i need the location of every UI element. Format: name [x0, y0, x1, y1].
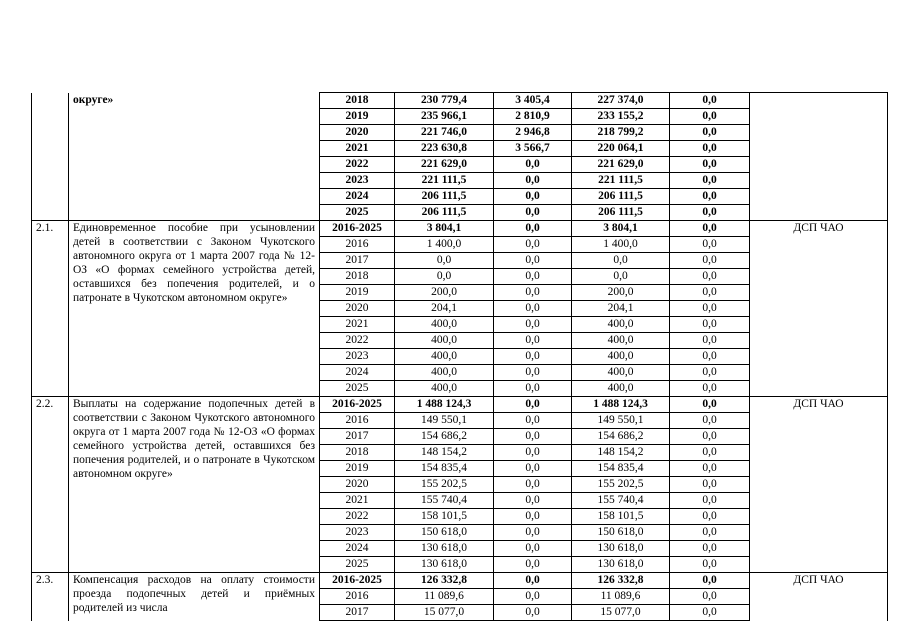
year-cell: 2017 — [320, 605, 395, 621]
other-funds-cell: 0,0 — [670, 269, 750, 285]
year-cell: 2016-2025 — [320, 573, 395, 589]
year-cell: 2025 — [320, 557, 395, 573]
regional-funds-cell: 206 111,5 — [572, 189, 670, 205]
federal-funds-cell: 0,0 — [494, 317, 572, 333]
year-cell: 2024 — [320, 189, 395, 205]
regional-funds-cell: 130 618,0 — [572, 541, 670, 557]
year-cell: 2022 — [320, 333, 395, 349]
year-cell: 2019 — [320, 109, 395, 125]
item-description: Выплаты на содержание подопечных детей в соответствии с Законом Чукотского автономного округа от 1 марта 2007 года № 12-ОЗ «О формах семейного устройства детей, оставшихся без попечения родителей, и о патронате в Чукотском автономном округе» — [69, 397, 320, 573]
other-funds-cell: 0,0 — [670, 365, 750, 381]
federal-funds-cell: 0,0 — [494, 301, 572, 317]
federal-funds-cell: 0,0 — [494, 413, 572, 429]
total-cell: 130 618,0 — [395, 557, 494, 573]
regional-funds-cell: 221 111,5 — [572, 173, 670, 189]
year-cell: 2018 — [320, 445, 395, 461]
other-funds-cell: 0,0 — [670, 173, 750, 189]
total-cell: 221 111,5 — [395, 173, 494, 189]
table-row — [32, 93, 888, 109]
regional-funds-cell: 0,0 — [572, 253, 670, 269]
regional-funds-cell: 154 686,2 — [572, 429, 670, 445]
year-cell: 2016-2025 — [320, 397, 395, 413]
other-funds-cell: 0,0 — [670, 541, 750, 557]
total-cell: 11 089,6 — [395, 589, 494, 605]
other-funds-cell: 0,0 — [670, 221, 750, 237]
federal-funds-cell: 0,0 — [494, 509, 572, 525]
other-funds-cell: 0,0 — [670, 189, 750, 205]
year-cell: 2025 — [320, 381, 395, 397]
federal-funds-cell: 0,0 — [494, 541, 572, 557]
total-cell: 206 111,5 — [395, 205, 494, 221]
other-funds-cell: 0,0 — [670, 589, 750, 605]
federal-funds-cell: 3 405,4 — [494, 93, 572, 109]
regional-funds-cell: 221 629,0 — [572, 157, 670, 173]
federal-funds-cell: 0,0 — [494, 349, 572, 365]
other-funds-cell: 0,0 — [670, 349, 750, 365]
total-cell: 221 629,0 — [395, 157, 494, 173]
year-cell: 2020 — [320, 125, 395, 141]
regional-funds-cell: 400,0 — [572, 349, 670, 365]
year-cell: 2024 — [320, 365, 395, 381]
item-number: 2.1. — [32, 221, 69, 397]
other-funds-cell: 0,0 — [670, 557, 750, 573]
year-cell: 2023 — [320, 525, 395, 541]
regional-funds-cell: 220 064,1 — [572, 141, 670, 157]
federal-funds-cell: 0,0 — [494, 157, 572, 173]
responsible-executor: ДСП ЧАО — [750, 221, 888, 397]
federal-funds-cell: 0,0 — [494, 589, 572, 605]
regional-funds-cell: 218 799,2 — [572, 125, 670, 141]
other-funds-cell: 0,0 — [670, 509, 750, 525]
regional-funds-cell: 233 155,2 — [572, 109, 670, 125]
year-cell: 2024 — [320, 541, 395, 557]
total-cell: 126 332,8 — [395, 573, 494, 589]
regional-funds-cell: 400,0 — [572, 333, 670, 349]
year-cell: 2021 — [320, 493, 395, 509]
total-cell: 150 618,0 — [395, 525, 494, 541]
federal-funds-cell: 0,0 — [494, 333, 572, 349]
total-cell: 3 804,1 — [395, 221, 494, 237]
total-cell: 230 779,4 — [395, 93, 494, 109]
responsible-executor: ДСП ЧАО — [750, 397, 888, 573]
total-cell: 204,1 — [395, 301, 494, 317]
federal-funds-cell: 0,0 — [494, 205, 572, 221]
regional-funds-cell: 150 618,0 — [572, 525, 670, 541]
year-cell: 2022 — [320, 157, 395, 173]
year-cell: 2025 — [320, 205, 395, 221]
other-funds-cell: 0,0 — [670, 93, 750, 109]
total-cell: 130 618,0 — [395, 541, 494, 557]
other-funds-cell: 0,0 — [670, 605, 750, 621]
total-cell: 148 154,2 — [395, 445, 494, 461]
year-cell: 2017 — [320, 429, 395, 445]
table-row — [32, 397, 888, 413]
other-funds-cell: 0,0 — [670, 413, 750, 429]
regional-funds-cell: 206 111,5 — [572, 205, 670, 221]
total-cell: 223 630,8 — [395, 141, 494, 157]
regional-funds-cell: 148 154,2 — [572, 445, 670, 461]
year-cell: 2020 — [320, 477, 395, 493]
federal-funds-cell: 0,0 — [494, 189, 572, 205]
federal-funds-cell: 0,0 — [494, 365, 572, 381]
other-funds-cell: 0,0 — [670, 445, 750, 461]
total-cell: 400,0 — [395, 333, 494, 349]
budget-table — [31, 92, 888, 621]
other-funds-cell: 0,0 — [670, 141, 750, 157]
other-funds-cell: 0,0 — [670, 157, 750, 173]
year-cell: 2021 — [320, 141, 395, 157]
other-funds-cell: 0,0 — [670, 317, 750, 333]
federal-funds-cell: 0,0 — [494, 269, 572, 285]
federal-funds-cell: 0,0 — [494, 381, 572, 397]
year-cell: 2023 — [320, 349, 395, 365]
year-cell: 2016-2025 — [320, 221, 395, 237]
item-number: 2.2. — [32, 397, 69, 573]
item-description: округе» — [69, 93, 320, 221]
regional-funds-cell: 155 740,4 — [572, 493, 670, 509]
regional-funds-cell: 126 332,8 — [572, 573, 670, 589]
regional-funds-cell: 200,0 — [572, 285, 670, 301]
regional-funds-cell: 130 618,0 — [572, 557, 670, 573]
year-cell: 2017 — [320, 253, 395, 269]
regional-funds-cell: 400,0 — [572, 365, 670, 381]
total-cell: 154 835,4 — [395, 461, 494, 477]
federal-funds-cell: 3 566,7 — [494, 141, 572, 157]
other-funds-cell: 0,0 — [670, 525, 750, 541]
other-funds-cell: 0,0 — [670, 397, 750, 413]
total-cell: 154 686,2 — [395, 429, 494, 445]
federal-funds-cell: 0,0 — [494, 253, 572, 269]
total-cell: 0,0 — [395, 269, 494, 285]
item-description: Единовременное пособие при усыновлении детей в соответствии с Законом Чукотского автономного округа от 1 марта 2007 года № 12-ОЗ «О формах семейного устройства детей, оставшихся без попечения родителей, и о патронате в Чукотском автономном округе» — [69, 221, 320, 397]
federal-funds-cell: 0,0 — [494, 445, 572, 461]
federal-funds-cell: 2 946,8 — [494, 125, 572, 141]
regional-funds-cell: 1 488 124,3 — [572, 397, 670, 413]
federal-funds-cell: 0,0 — [494, 605, 572, 621]
regional-funds-cell: 204,1 — [572, 301, 670, 317]
year-cell: 2016 — [320, 237, 395, 253]
regional-funds-cell: 227 374,0 — [572, 93, 670, 109]
year-cell: 2016 — [320, 413, 395, 429]
federal-funds-cell: 0,0 — [494, 493, 572, 509]
other-funds-cell: 0,0 — [670, 237, 750, 253]
table-row — [32, 221, 888, 237]
other-funds-cell: 0,0 — [670, 573, 750, 589]
regional-funds-cell: 155 202,5 — [572, 477, 670, 493]
year-cell: 2018 — [320, 93, 395, 109]
total-cell: 400,0 — [395, 381, 494, 397]
item-description: Компенсация расходов на оплату стоимости проезда подопечных детей и приёмных родителей из числа — [69, 573, 320, 621]
federal-funds-cell: 0,0 — [494, 557, 572, 573]
year-cell: 2023 — [320, 173, 395, 189]
year-cell: 2016 — [320, 589, 395, 605]
regional-funds-cell: 400,0 — [572, 381, 670, 397]
item-number — [32, 93, 69, 221]
regional-funds-cell: 1 400,0 — [572, 237, 670, 253]
other-funds-cell: 0,0 — [670, 125, 750, 141]
total-cell: 235 966,1 — [395, 109, 494, 125]
total-cell: 149 550,1 — [395, 413, 494, 429]
total-cell: 158 101,5 — [395, 509, 494, 525]
other-funds-cell: 0,0 — [670, 205, 750, 221]
year-cell: 2018 — [320, 269, 395, 285]
year-cell: 2019 — [320, 461, 395, 477]
total-cell: 400,0 — [395, 365, 494, 381]
regional-funds-cell: 149 550,1 — [572, 413, 670, 429]
year-cell: 2019 — [320, 285, 395, 301]
regional-funds-cell: 3 804,1 — [572, 221, 670, 237]
total-cell: 400,0 — [395, 317, 494, 333]
total-cell: 400,0 — [395, 349, 494, 365]
regional-funds-cell: 158 101,5 — [572, 509, 670, 525]
other-funds-cell: 0,0 — [670, 285, 750, 301]
other-funds-cell: 0,0 — [670, 109, 750, 125]
federal-funds-cell: 0,0 — [494, 429, 572, 445]
regional-funds-cell: 400,0 — [572, 317, 670, 333]
other-funds-cell: 0,0 — [670, 333, 750, 349]
other-funds-cell: 0,0 — [670, 381, 750, 397]
federal-funds-cell: 0,0 — [494, 525, 572, 541]
regional-funds-cell: 154 835,4 — [572, 461, 670, 477]
total-cell: 1 488 124,3 — [395, 397, 494, 413]
other-funds-cell: 0,0 — [670, 301, 750, 317]
other-funds-cell: 0,0 — [670, 493, 750, 509]
total-cell: 15 077,0 — [395, 605, 494, 621]
total-cell: 206 111,5 — [395, 189, 494, 205]
total-cell: 155 740,4 — [395, 493, 494, 509]
other-funds-cell: 0,0 — [670, 461, 750, 477]
federal-funds-cell: 0,0 — [494, 173, 572, 189]
federal-funds-cell: 0,0 — [494, 397, 572, 413]
federal-funds-cell: 0,0 — [494, 477, 572, 493]
other-funds-cell: 0,0 — [670, 253, 750, 269]
year-cell: 2021 — [320, 317, 395, 333]
table-row — [32, 573, 888, 589]
total-cell: 1 400,0 — [395, 237, 494, 253]
regional-funds-cell: 15 077,0 — [572, 605, 670, 621]
total-cell: 221 746,0 — [395, 125, 494, 141]
regional-funds-cell: 11 089,6 — [572, 589, 670, 605]
responsible-executor: ДСП ЧАО — [750, 573, 888, 621]
federal-funds-cell: 2 810,9 — [494, 109, 572, 125]
responsible-executor — [750, 93, 888, 221]
total-cell: 155 202,5 — [395, 477, 494, 493]
total-cell: 0,0 — [395, 253, 494, 269]
federal-funds-cell: 0,0 — [494, 285, 572, 301]
total-cell: 200,0 — [395, 285, 494, 301]
regional-funds-cell: 0,0 — [572, 269, 670, 285]
year-cell: 2022 — [320, 509, 395, 525]
year-cell: 2020 — [320, 301, 395, 317]
federal-funds-cell: 0,0 — [494, 237, 572, 253]
other-funds-cell: 0,0 — [670, 477, 750, 493]
item-number: 2.3. — [32, 573, 69, 621]
federal-funds-cell: 0,0 — [494, 573, 572, 589]
other-funds-cell: 0,0 — [670, 429, 750, 445]
federal-funds-cell: 0,0 — [494, 221, 572, 237]
federal-funds-cell: 0,0 — [494, 461, 572, 477]
